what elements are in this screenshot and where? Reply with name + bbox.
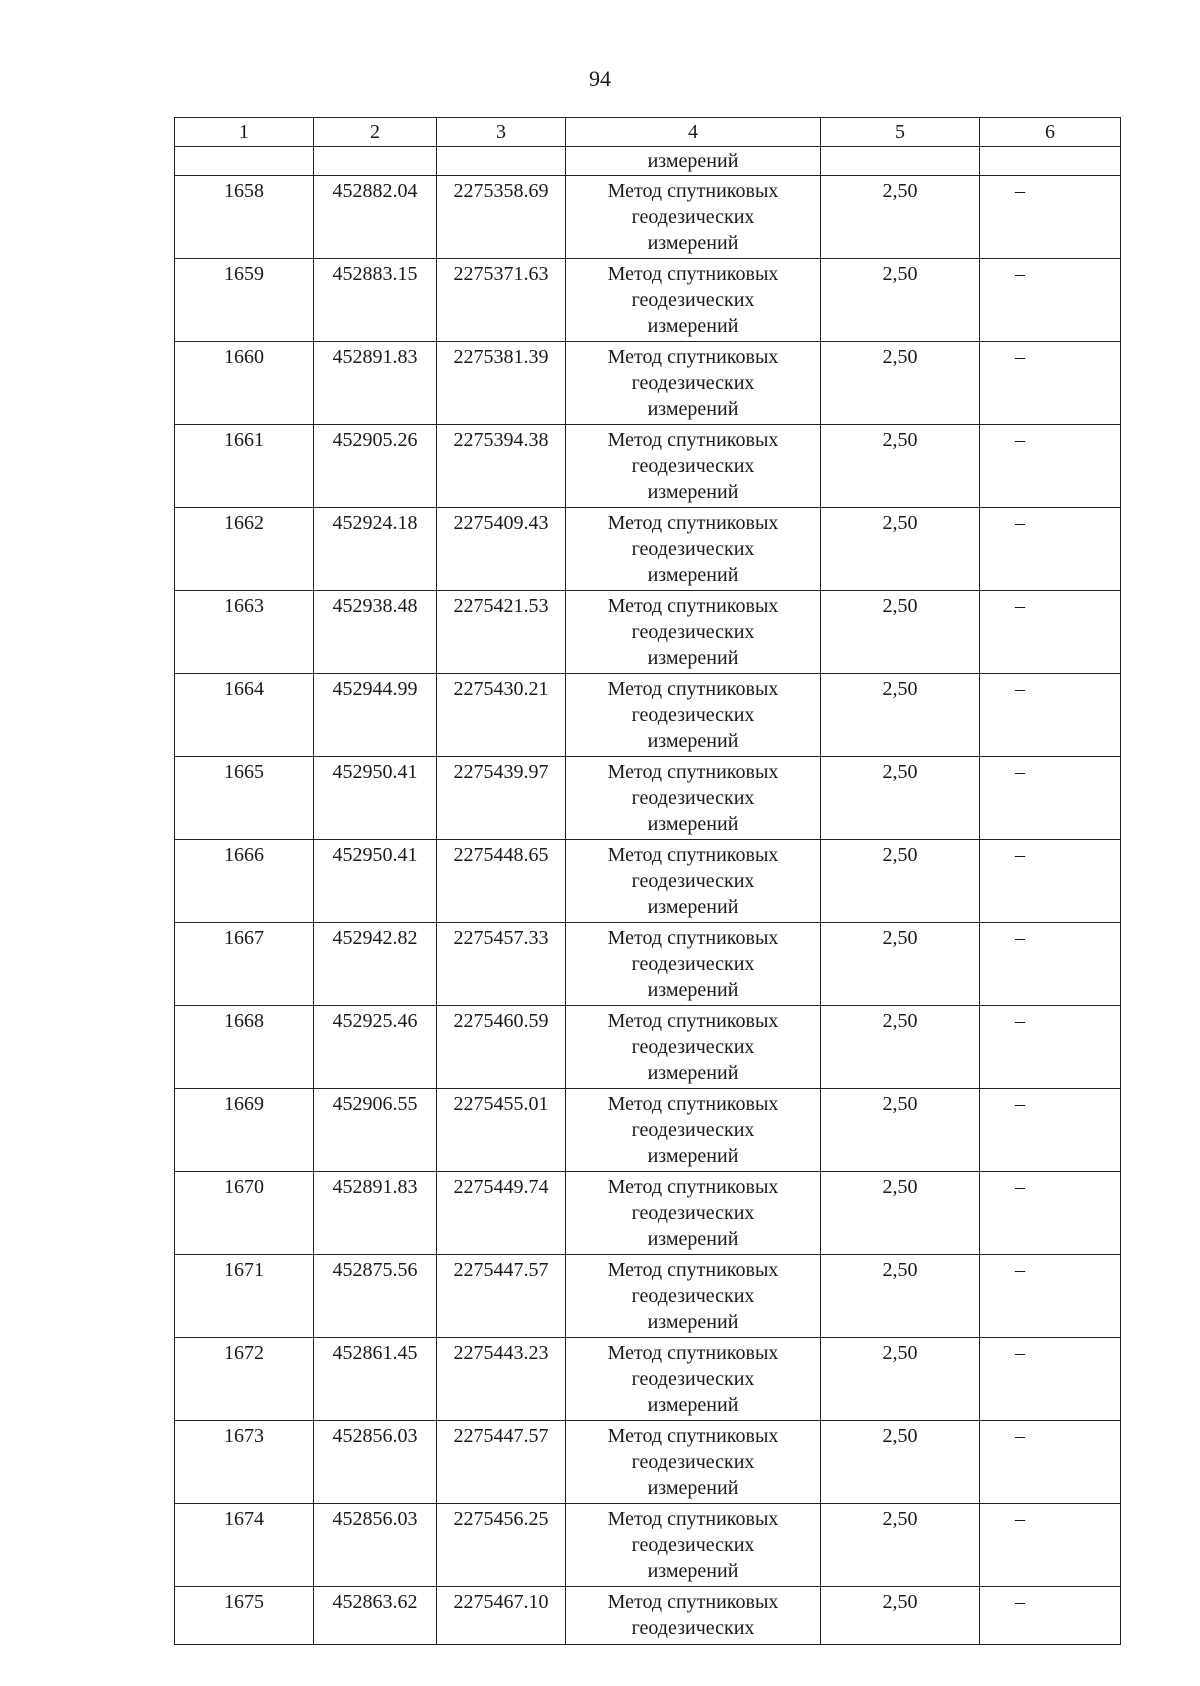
header-cell: 5 <box>821 118 980 147</box>
method-line: Метод спутниковых <box>607 1010 779 1032</box>
method-line: измерений <box>647 1560 739 1582</box>
note-cell: – <box>980 425 1121 508</box>
table-row <box>175 176 1121 259</box>
method-line: геодезических <box>631 704 755 726</box>
empty-cell <box>821 147 980 176</box>
empty-cell <box>437 147 566 176</box>
table-row <box>175 840 1121 923</box>
accuracy-cell: 2,50 <box>821 757 980 840</box>
method-cell <box>566 176 821 259</box>
accuracy-cell: 2,50 <box>821 342 980 425</box>
note-cell: – <box>980 840 1121 923</box>
method-cell <box>566 591 821 674</box>
note-cell: – <box>980 342 1121 425</box>
method-line: Метод спутниковых <box>607 1093 779 1115</box>
x-coordinate-cell: 452906.55 <box>314 1089 437 1172</box>
method-line: измерений <box>647 1394 739 1416</box>
y-coordinate-cell: 2275447.57 <box>437 1421 566 1504</box>
table-row <box>175 591 1121 674</box>
method-cell <box>566 757 821 840</box>
table-row <box>175 1504 1121 1587</box>
note-cell: – <box>980 923 1121 1006</box>
y-coordinate-cell: 2275448.65 <box>437 840 566 923</box>
y-coordinate-cell: 2275443.23 <box>437 1338 566 1421</box>
method-line: Метод спутниковых <box>607 1176 779 1198</box>
x-coordinate-cell: 452883.15 <box>314 259 437 342</box>
point-number-cell: 1668 <box>175 1006 314 1089</box>
point-number-cell: 1674 <box>175 1504 314 1587</box>
method-line: геодезических <box>631 1285 755 1307</box>
method-line: измерений <box>647 1477 739 1499</box>
accuracy-cell: 2,50 <box>821 259 980 342</box>
note-cell: – <box>980 1255 1121 1338</box>
y-coordinate-cell: 2275449.74 <box>437 1172 566 1255</box>
point-number-cell: 1667 <box>175 923 314 1006</box>
table-row <box>175 757 1121 840</box>
y-coordinate-cell: 2275460.59 <box>437 1006 566 1089</box>
method-line: измерений <box>647 315 739 337</box>
point-number-cell: 1675 <box>175 1587 314 1645</box>
note-cell: – <box>980 1172 1121 1255</box>
method-cell <box>566 425 821 508</box>
method-line: Метод спутниковых <box>607 429 779 451</box>
note-cell: – <box>980 1587 1121 1645</box>
y-coordinate-cell: 2275421.53 <box>437 591 566 674</box>
point-number-cell: 1658 <box>175 176 314 259</box>
method-line: Метод спутниковых <box>607 844 779 866</box>
method-line: измерений <box>647 481 739 503</box>
y-coordinate-cell: 2275381.39 <box>437 342 566 425</box>
method-line: геодезических <box>631 289 755 311</box>
coordinates-table <box>174 117 1121 1645</box>
method-line: Метод спутниковых <box>607 1591 779 1613</box>
accuracy-cell: 2,50 <box>821 923 980 1006</box>
method-line: Метод спутниковых <box>607 927 779 949</box>
note-cell: – <box>980 674 1121 757</box>
header-cell: 6 <box>980 118 1121 147</box>
x-coordinate-cell: 452856.03 <box>314 1421 437 1504</box>
y-coordinate-cell: 2275430.21 <box>437 674 566 757</box>
method-line: Метод спутниковых <box>607 761 779 783</box>
table-row <box>175 1421 1121 1504</box>
accuracy-cell: 2,50 <box>821 176 980 259</box>
x-coordinate-cell: 452942.82 <box>314 923 437 1006</box>
y-coordinate-cell: 2275467.10 <box>437 1587 566 1645</box>
table-row <box>175 508 1121 591</box>
method-line: измерений <box>647 232 739 254</box>
method-line: измерений <box>647 647 739 669</box>
note-cell: – <box>980 176 1121 259</box>
method-line: геодезических <box>631 1451 755 1473</box>
method-line: Метод спутниковых <box>607 1508 779 1530</box>
method-line: Метод спутниковых <box>607 346 779 368</box>
note-cell: – <box>980 1504 1121 1587</box>
note-cell: – <box>980 508 1121 591</box>
accuracy-cell: 2,50 <box>821 591 980 674</box>
method-line: Метод спутниковых <box>607 263 779 285</box>
method-line: Метод спутниковых <box>607 1342 779 1364</box>
y-coordinate-cell: 2275394.38 <box>437 425 566 508</box>
method-cell <box>566 342 821 425</box>
method-cell <box>566 1172 821 1255</box>
method-cell <box>566 1504 821 1587</box>
method-line: Метод спутниковых <box>607 595 779 617</box>
point-number-cell: 1662 <box>175 508 314 591</box>
method-cell <box>566 1089 821 1172</box>
point-number-cell: 1665 <box>175 757 314 840</box>
header-cell: 1 <box>175 118 314 147</box>
method-line: геодезических <box>631 1036 755 1058</box>
x-coordinate-cell: 452905.26 <box>314 425 437 508</box>
method-line: геодезических <box>631 787 755 809</box>
x-coordinate-cell: 452944.99 <box>314 674 437 757</box>
note-cell: – <box>980 591 1121 674</box>
note-cell: – <box>980 1006 1121 1089</box>
method-line: измерений <box>647 1145 739 1167</box>
method-line: Метод спутниковых <box>607 512 779 534</box>
point-number-cell: 1663 <box>175 591 314 674</box>
point-number-cell: 1670 <box>175 1172 314 1255</box>
method-line: измерений <box>647 979 739 1001</box>
header-cell: 3 <box>437 118 566 147</box>
empty-cell <box>980 147 1121 176</box>
point-number-cell: 1672 <box>175 1338 314 1421</box>
point-number-cell: 1669 <box>175 1089 314 1172</box>
x-coordinate-cell: 452863.62 <box>314 1587 437 1645</box>
method-line: геодезических <box>631 1617 755 1639</box>
header-cell: 2 <box>314 118 437 147</box>
method-line: геодезических <box>631 870 755 892</box>
method-cell <box>566 1587 821 1645</box>
table-row <box>175 1338 1121 1421</box>
accuracy-cell: 2,50 <box>821 1587 980 1645</box>
accuracy-cell: 2,50 <box>821 1338 980 1421</box>
method-line: Метод спутниковых <box>607 1259 779 1281</box>
x-coordinate-cell: 452925.46 <box>314 1006 437 1089</box>
accuracy-cell: 2,50 <box>821 840 980 923</box>
method-line: измерений <box>647 398 739 420</box>
x-coordinate-cell: 452950.41 <box>314 757 437 840</box>
x-coordinate-cell: 452950.41 <box>314 840 437 923</box>
table-row <box>175 425 1121 508</box>
method-line: геодезических <box>631 372 755 394</box>
y-coordinate-cell: 2275409.43 <box>437 508 566 591</box>
method-line: геодезических <box>631 1534 755 1556</box>
method-cell <box>566 1421 821 1504</box>
method-cell <box>566 923 821 1006</box>
y-coordinate-cell: 2275358.69 <box>437 176 566 259</box>
x-coordinate-cell: 452875.56 <box>314 1255 437 1338</box>
method-line: геодезических <box>631 206 755 228</box>
y-coordinate-cell: 2275439.97 <box>437 757 566 840</box>
table-row <box>175 1172 1121 1255</box>
method-cell <box>566 1255 821 1338</box>
method-cell <box>566 674 821 757</box>
x-coordinate-cell: 452938.48 <box>314 591 437 674</box>
method-line: измерений <box>647 813 739 835</box>
table-row <box>175 1587 1121 1645</box>
table-row <box>175 342 1121 425</box>
y-coordinate-cell: 2275456.25 <box>437 1504 566 1587</box>
method-line: геодезических <box>631 455 755 477</box>
method-line: геодезических <box>631 1368 755 1390</box>
point-number-cell: 1661 <box>175 425 314 508</box>
method-cell <box>566 259 821 342</box>
x-coordinate-cell: 452861.45 <box>314 1338 437 1421</box>
point-number-cell: 1673 <box>175 1421 314 1504</box>
method-line: геодезических <box>631 538 755 560</box>
note-cell: – <box>980 259 1121 342</box>
accuracy-cell: 2,50 <box>821 1172 980 1255</box>
method-line: геодезических <box>631 953 755 975</box>
continuation-row <box>175 147 1121 176</box>
method-line: измерений <box>647 1228 739 1250</box>
accuracy-cell: 2,50 <box>821 1504 980 1587</box>
note-cell: – <box>980 1089 1121 1172</box>
x-coordinate-cell: 452891.83 <box>314 342 437 425</box>
x-coordinate-cell: 452924.18 <box>314 508 437 591</box>
y-coordinate-cell: 2275455.01 <box>437 1089 566 1172</box>
method-cell <box>566 840 821 923</box>
table-row <box>175 259 1121 342</box>
method-continuation: измерений <box>566 147 821 176</box>
accuracy-cell: 2,50 <box>821 425 980 508</box>
header-cell: 4 <box>566 118 821 147</box>
table-row <box>175 674 1121 757</box>
point-number-cell: 1660 <box>175 342 314 425</box>
method-line: геодезических <box>631 1119 755 1141</box>
point-number-cell: 1671 <box>175 1255 314 1338</box>
method-line: геодезических <box>631 621 755 643</box>
y-coordinate-cell: 2275371.63 <box>437 259 566 342</box>
table-row <box>175 1255 1121 1338</box>
y-coordinate-cell: 2275447.57 <box>437 1255 566 1338</box>
point-number-cell: 1666 <box>175 840 314 923</box>
accuracy-cell: 2,50 <box>821 674 980 757</box>
method-line: Метод спутниковых <box>607 678 779 700</box>
x-coordinate-cell: 452882.04 <box>314 176 437 259</box>
method-line: измерений <box>647 1062 739 1084</box>
note-cell: – <box>980 757 1121 840</box>
method-line: измерений <box>647 1311 739 1333</box>
note-cell: – <box>980 1421 1121 1504</box>
note-cell: – <box>980 1338 1121 1421</box>
method-cell <box>566 508 821 591</box>
method-line: геодезических <box>631 1202 755 1224</box>
point-number-cell: 1664 <box>175 674 314 757</box>
method-cell <box>566 1338 821 1421</box>
x-coordinate-cell: 452856.03 <box>314 1504 437 1587</box>
accuracy-cell: 2,50 <box>821 1421 980 1504</box>
empty-cell <box>175 147 314 176</box>
method-cell <box>566 1006 821 1089</box>
table-row <box>175 1006 1121 1089</box>
point-number-cell: 1659 <box>175 259 314 342</box>
method-line: измерений <box>647 564 739 586</box>
method-line: измерений <box>647 896 739 918</box>
method-line: измерений <box>647 730 739 752</box>
empty-cell <box>314 147 437 176</box>
table-row <box>175 1089 1121 1172</box>
accuracy-cell: 2,50 <box>821 508 980 591</box>
page-number: 94 <box>589 66 611 91</box>
table-row <box>175 923 1121 1006</box>
y-coordinate-cell: 2275457.33 <box>437 923 566 1006</box>
accuracy-cell: 2,50 <box>821 1006 980 1089</box>
accuracy-cell: 2,50 <box>821 1255 980 1338</box>
header-row <box>175 118 1121 147</box>
method-line: Метод спутниковых <box>607 1425 779 1447</box>
x-coordinate-cell: 452891.83 <box>314 1172 437 1255</box>
method-line: Метод спутниковых <box>607 180 779 202</box>
accuracy-cell: 2,50 <box>821 1089 980 1172</box>
